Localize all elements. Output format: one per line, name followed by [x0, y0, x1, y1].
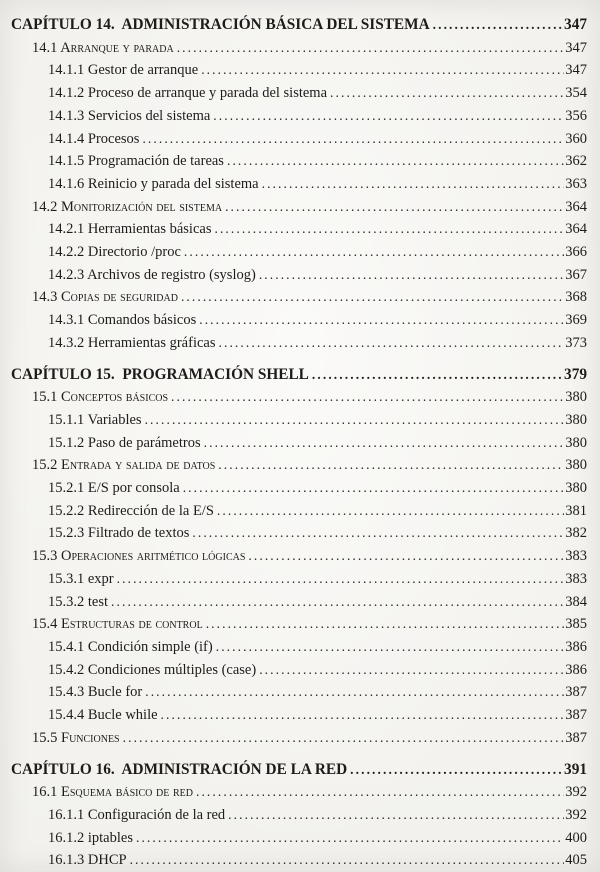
toc-entry-label: 15.1 Conceptos básicos	[32, 389, 169, 406]
toc-leader-dots	[161, 704, 565, 727]
toc-entry	[11, 759, 587, 782]
toc-entry	[32, 545, 587, 568]
toc-entry-page-number: 400	[565, 829, 587, 846]
toc-entry-list	[11, 14, 587, 872]
toc-leader-dots	[216, 636, 565, 659]
toc-entry	[48, 477, 587, 500]
toc-entry	[32, 454, 587, 477]
toc-entry-page-number: 383	[565, 548, 587, 565]
toc-entry-page-number: 369	[565, 312, 587, 329]
toc-entry-page-number: 364	[565, 198, 587, 215]
toc-leader-dots	[219, 332, 565, 355]
toc-entry-label: 14.2.1 Herramientas básicas	[48, 221, 212, 238]
toc-entry-page-number: 380	[565, 480, 587, 497]
toc-entry-label: 14.1.3 Servicios del sistema	[48, 107, 211, 124]
toc-entry	[48, 264, 587, 287]
toc-leader-dots	[228, 804, 564, 827]
toc-entry-label: 14.1 Arranque y parada	[32, 39, 174, 56]
toc-entry-label: 15.4.3 Bucle for	[48, 684, 143, 701]
toc-leader-dots	[350, 759, 563, 782]
toc-entry-page-number: 405	[565, 852, 587, 869]
toc-entry-label: 15.3 Operaciones aritmético lógicas	[32, 548, 246, 565]
toc-entry-page-number: 347	[565, 39, 587, 56]
toc-leader-dots	[433, 14, 563, 37]
toc-entry	[48, 522, 587, 545]
toc-entry-label: 14.3.2 Herramientas gráficas	[48, 334, 216, 351]
toc-entry-label: 15.5 Funciones	[32, 729, 120, 746]
toc-entry-label: 15.4 Estructuras de control	[32, 616, 203, 633]
toc-leader-dots	[217, 500, 564, 523]
toc-entry	[48, 105, 587, 128]
toc-entry	[32, 727, 587, 750]
toc-leader-dots	[201, 59, 564, 82]
toc-entry-label: 14.1.5 Programación de tareas	[48, 153, 224, 170]
toc-leader-dots	[259, 264, 564, 287]
toc-entry-label: 14.1.2 Proceso de arranque y parada del sistema	[48, 85, 328, 102]
toc-entry-label: 15.3.2 test	[48, 593, 109, 610]
toc-entry-page-number: 391	[564, 760, 587, 778]
toc-entry	[48, 409, 587, 432]
toc-entry-page-number: 387	[565, 707, 587, 724]
toc-leader-dots	[248, 545, 564, 568]
toc-entry	[11, 364, 587, 387]
toc-entry-page-number: 386	[565, 638, 587, 655]
toc-entry-page-number: 382	[565, 525, 587, 542]
toc-entry	[48, 82, 587, 105]
toc-entry-label: 14.3 Copias de seguridad	[32, 289, 178, 306]
toc-entry-label: 15.4.1 Condición simple (if)	[48, 638, 213, 655]
toc-leader-dots	[136, 827, 564, 850]
toc-leader-dots	[225, 196, 564, 219]
toc-leader-dots	[142, 128, 564, 151]
toc-leader-dots	[204, 432, 565, 455]
toc-leader-dots	[123, 727, 565, 750]
toc-entry-page-number: 380	[565, 434, 587, 451]
toc-entry-page-number: 387	[565, 729, 587, 746]
toc-leader-dots	[184, 241, 564, 264]
toc-entry	[48, 804, 587, 827]
toc-entry-page-number: 383	[565, 570, 587, 587]
toc-entry-page-number: 347	[564, 16, 587, 33]
toc-entry-label: 15.2.3 Filtrado de textos	[48, 525, 190, 542]
toc-entry-label: 15.4.4 Bucle while	[48, 707, 158, 724]
toc-entry-page-number: 360	[565, 130, 587, 147]
toc-entry-label: 16.1 Esquema básico de red	[32, 784, 193, 801]
toc-entry-label: 16.1.3 DHCP	[48, 852, 127, 869]
toc-leader-dots	[214, 218, 564, 241]
toc-entry-label: 15.2.2 Redirección de la E/S	[48, 502, 214, 519]
toc-entry	[32, 37, 587, 60]
toc-entry	[48, 218, 587, 241]
toc-entry-label: 15.3.1 expr	[48, 570, 114, 587]
toc-entry-page-number: 347	[565, 62, 587, 79]
toc-leader-dots	[227, 150, 564, 173]
toc-entry	[32, 613, 587, 636]
toc-entry-label: 14.1.1 Gestor de arranque	[48, 62, 199, 79]
toc-entry	[48, 173, 587, 196]
toc-entry-page-number: 392	[565, 784, 587, 801]
toc-entry	[11, 14, 587, 37]
toc-entry-label: 14.1.4 Procesos	[48, 130, 140, 147]
toc-leader-dots	[259, 659, 564, 682]
toc-entry	[32, 781, 587, 804]
toc-entry-page-number: 381	[565, 502, 587, 519]
toc-entry-label: 14.1.6 Reinicio y parada del sistema	[48, 175, 259, 192]
toc-entry-page-number: 367	[565, 266, 587, 283]
toc-leader-dots	[192, 522, 564, 545]
toc-entry	[48, 659, 587, 682]
toc-entry	[48, 128, 587, 151]
toc-leader-dots	[130, 849, 565, 872]
toc-entry-page-number: 356	[565, 107, 587, 124]
toc-leader-dots	[330, 82, 564, 105]
toc-entry-page-number: 380	[565, 457, 587, 474]
toc-entry-label: 14.3.1 Comandos básicos	[48, 312, 197, 329]
toc-entry-page-number: 362	[565, 153, 587, 170]
toc-entry-page-number: 386	[565, 661, 587, 678]
toc-entry-label: 16.1.2 iptables	[48, 829, 133, 846]
toc-entry	[48, 241, 587, 264]
toc-entry	[48, 59, 587, 82]
toc-entry	[48, 332, 587, 355]
toc-entry-page-number: 364	[565, 221, 587, 238]
toc-entry	[48, 636, 587, 659]
toc-entry	[48, 150, 587, 173]
toc-entry	[32, 196, 587, 219]
toc-entry-page-number: 373	[565, 334, 587, 351]
toc-entry	[48, 591, 587, 614]
toc-entry-label: 15.4.2 Condiciones múltiples (case)	[48, 661, 257, 678]
toc-entry	[48, 849, 587, 872]
toc-entry-page-number: 380	[565, 411, 587, 428]
toc-leader-dots	[312, 364, 563, 387]
toc-leader-dots	[145, 681, 564, 704]
toc-entry-label: 15.1.2 Paso de parámetros	[48, 434, 201, 451]
toc-entry	[48, 827, 587, 850]
toc-entry-page-number: 387	[565, 684, 587, 701]
toc-entry-page-number: 379	[564, 365, 587, 383]
toc-entry-label: 14.2 Monitorización del sistema	[32, 198, 223, 215]
toc-entry-label: 16.1.1 Configuración de la red	[48, 806, 226, 823]
toc-entry	[48, 681, 587, 704]
toc-leader-dots	[145, 409, 565, 432]
toc-entry-page-number: 354	[565, 85, 587, 102]
toc-leader-dots	[181, 286, 564, 309]
toc-leader-dots	[206, 613, 565, 636]
toc-leader-dots	[171, 386, 564, 409]
toc-entry	[48, 500, 587, 523]
toc-leader-dots	[111, 591, 564, 614]
toc-leader-dots	[196, 781, 564, 804]
toc-entry-label: CAPÍTULO 16. ADMINISTRACIÓN DE LA RED	[11, 760, 348, 778]
toc-leader-dots	[213, 105, 564, 128]
toc-entry	[32, 286, 587, 309]
toc-entry-label: 14.2.3 Archivos de registro (syslog)	[48, 266, 256, 283]
toc-entry-page-number: 368	[565, 289, 587, 306]
toc-entry-page-number: 392	[565, 806, 587, 823]
toc-entry-page-number: 385	[565, 616, 587, 633]
toc-entry-label: CAPÍTULO 15. PROGRAMACIÓN SHELL	[11, 365, 309, 383]
toc-leader-dots	[183, 477, 565, 500]
toc-entry-label: 15.2.1 E/S por consola	[48, 480, 180, 497]
toc-entry-page-number: 363	[565, 175, 587, 192]
toc-entry-label: CAPÍTULO 14. ADMINISTRACIÓN BÁSICA DEL SISTEMA	[11, 16, 430, 33]
toc-entry-label: 15.1.1 Variables	[48, 411, 142, 428]
toc-leader-dots	[177, 37, 565, 60]
toc-leader-dots	[199, 309, 564, 332]
toc-leader-dots	[218, 454, 564, 477]
toc-entry-label: 15.2 Entrada y salida de datos	[32, 457, 216, 474]
toc-entry	[48, 432, 587, 455]
toc-entry	[48, 704, 587, 727]
toc-entry	[48, 309, 587, 332]
toc-entry-label: 14.2.2 Directorio /proc	[48, 244, 181, 261]
toc-entry	[32, 386, 587, 409]
toc-leader-dots	[117, 568, 565, 591]
toc-entry-page-number: 366	[565, 244, 587, 261]
toc-entry-page-number: 384	[565, 593, 587, 610]
toc-entry	[48, 568, 587, 591]
toc-entry-page-number: 380	[565, 389, 587, 406]
toc-leader-dots	[262, 173, 565, 196]
